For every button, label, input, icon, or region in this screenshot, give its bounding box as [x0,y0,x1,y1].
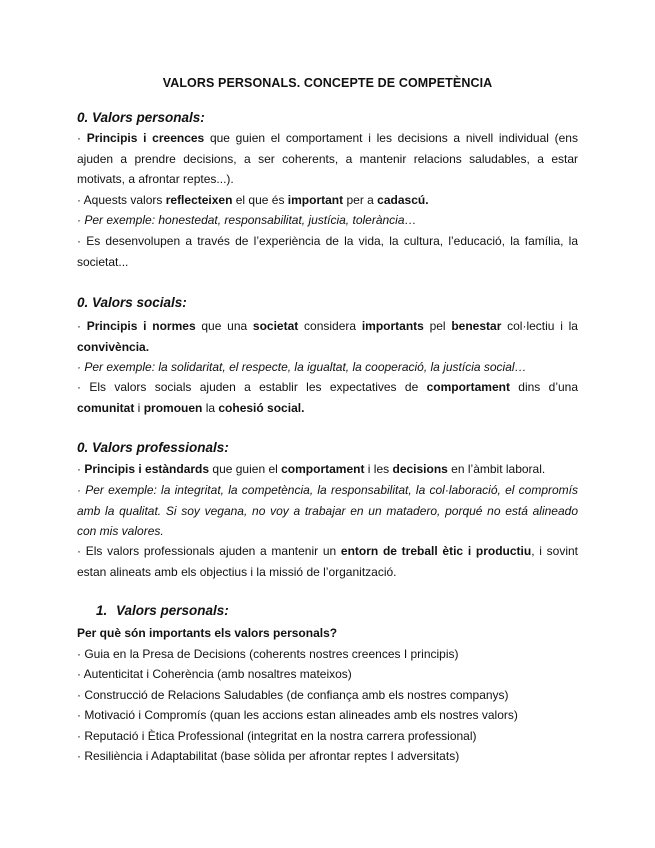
list-item: · Construcció de Relacions Saludables (de confiança amb els nostres companys) [77,687,509,702]
section-heading-numbered [96,603,229,618]
paragraph: · Aquests valors reflecteixen el que és important per a cadascú. [77,193,429,207]
subheading: Per què són importants els valors personals? [77,626,338,640]
heading-text: Valors personals: [116,603,229,618]
section-heading-social-values: 0. Valors socials: [77,295,187,310]
paragraph: · Principis i estàndards que guien el comportament i les decisions en l’àmbit laboral. [77,462,546,476]
example-paragraph: · Per exemple: honestedat, responsabilitat, justícia, tolerància… [77,213,417,227]
example-paragraph: · Per exemple: la integritat, la competència, la responsabilitat, la col·laboració, el compromís amb la qualitat. Si soy vegana, no voy a trabajar en un matadero, porqué no está alineado con mis valores. [77,483,578,538]
paragraph: · Principis i creences que guien el comportament i les decisions a nivell individual (ens ajuden a prendre decisions, a ser coherents, a mantenir relacions saludables, a estar motivats, a afrontar reptes...). [77,131,578,186]
page-title: VALORS PERSONALS. CONCEPTE DE COMPETÈNCIA [162,76,493,90]
section-heading-professional-values: 0. Valors professionals: [77,440,229,455]
paragraph: · Es desenvolupen a través de l’experiència de la vida, la cultura, l’educació, la família, la societat... [77,234,578,269]
list-item: · Reputació i Ètica Professional (integritat en la nostra carrera professional) [77,728,477,743]
paragraph: · Els valors professionals ajuden a mantenir un entorn de treball ètic i productiu, i sovint estan alineats amb els objectius i la missió de l’organització. [77,544,578,579]
heading-number: 1. [96,603,108,618]
list-item: · Guia en la Presa de Decisions (coherents nostres creences I principis) [77,647,459,661]
list-item: · Autenticitat i Coherència (amb nosaltres mateixos) [77,667,352,682]
paragraph: · Els valors socials ajuden a establir les expectatives de comportament dins d’una comunitat i promouen la cohesió social. [77,380,579,415]
paragraph: · Principis i normes que una societat considera importants pel benestar col·lectiu i la convivència. [77,319,578,354]
section-heading-personal-values: 0. Valors personals: [77,110,205,125]
importance-list [77,644,518,766]
list-item: · Motivació i Compromís (quan les accions estan alineades amb els nostres valors) [77,708,518,723]
example-paragraph: · Per exemple: la solidaritat, el respecte, la igualtat, la cooperació, la justícia social… [77,360,527,374]
list-item: · Resiliència i Adaptabilitat (base sòlida per afrontar reptes I adversitats) [77,749,460,764]
